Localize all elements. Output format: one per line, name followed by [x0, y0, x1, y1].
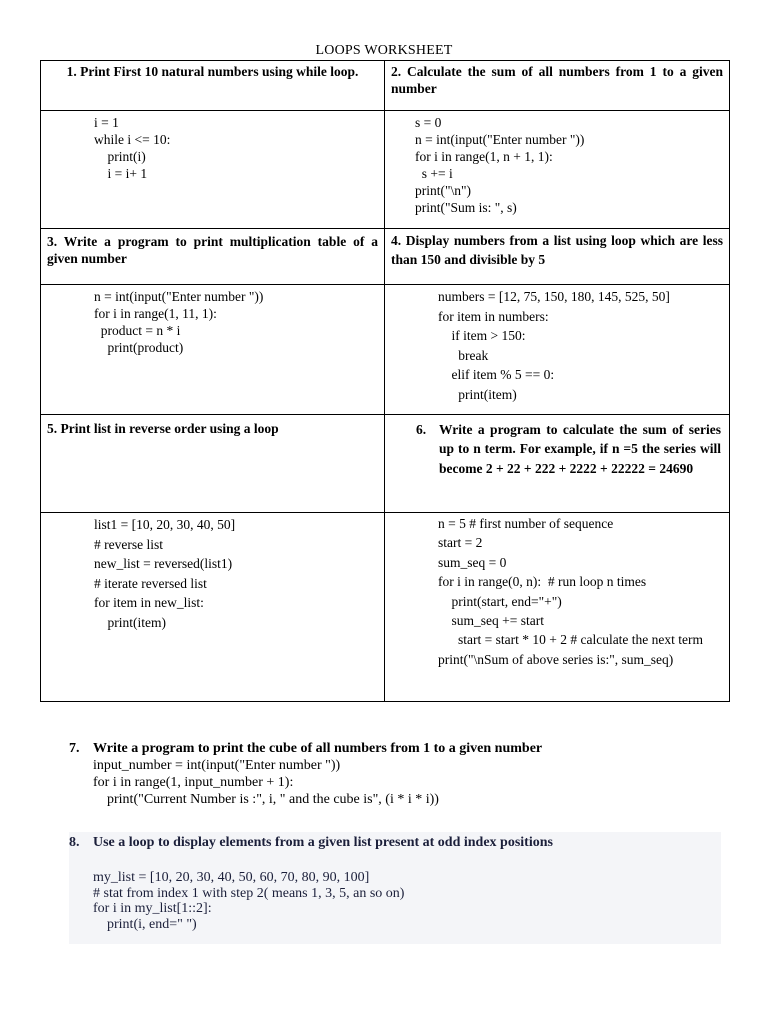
code-block-3 [41, 285, 384, 356]
worksheet-table [40, 60, 730, 702]
code-line: numbers = [12, 75, 150, 180, 145, 525, 50] [438, 289, 670, 304]
code-line: print(item) [438, 386, 517, 402]
code-line: list1 = [10, 20, 30, 40, 50] [94, 517, 236, 532]
question-7-number: 7. [69, 741, 80, 756]
question-8-text: Use a loop to display elements from a given list present at odd index positions [93, 835, 553, 850]
code-line: if item > 150: [438, 328, 526, 343]
code-line: print(start, end="+") [438, 593, 562, 609]
code-block-4 [385, 285, 729, 404]
question-2-text: 2. Calculate the sum of all numbers from 1 to a given number [391, 64, 723, 96]
question-cell-4 [385, 229, 730, 285]
code-line: sum_seq = 0 [438, 554, 507, 570]
code-line: print(i, end=" ") [93, 916, 197, 932]
code-line: print(item) [94, 614, 166, 630]
answer-cell-4 [385, 285, 730, 415]
code-line: start = start * 10 + 2 # calculate the next term [458, 632, 704, 648]
question-cell-3 [41, 229, 385, 285]
code-line: my_list = [10, 20, 30, 40, 50, 60, 70, 80, 90, 100] [93, 870, 370, 885]
code-line: print(product) [94, 340, 184, 355]
code-line: for i in range(1, n + 1, 1): [415, 149, 553, 164]
question-6-text: Write a program to calculate the sum of series up to n term. For example, if n =5 the series will become 2 + 22 + 222 + 2222 + 22222 = 24690 [439, 422, 721, 476]
question-7-text: Write a program to print the cube of all numbers from 1 to a given number [93, 741, 543, 756]
question-cell-1 [41, 61, 385, 111]
question-6 [385, 415, 729, 478]
code-line: n = 5 # first number of sequence [438, 516, 614, 531]
question-cell-5 [41, 415, 385, 513]
code-line: for i in range(1, input_number + 1): [93, 775, 294, 790]
code-block-5 [41, 513, 384, 632]
question-6-number: 6. [416, 422, 427, 437]
question-5-text: 5. Print list in reverse order using a loop [47, 421, 279, 436]
code-block-6 [385, 513, 729, 669]
answer-cell-6 [385, 513, 730, 702]
code-line: start = 2 [438, 535, 483, 551]
code-line: i = 1 [94, 115, 119, 130]
code-line: for i in range(1, 11, 1): [94, 306, 217, 321]
code-line: for i in range(0, n): # run loop n times [438, 574, 647, 590]
code-line: n = int(input("Enter number ")) [94, 289, 264, 304]
code-line: print("\nSum of above series is:", sum_seq) [438, 651, 674, 667]
code-block-7 [69, 757, 719, 808]
code-line: print(i) [94, 149, 146, 164]
code-line: elif item % 5 == 0: [438, 367, 555, 382]
table-row [41, 513, 730, 702]
table-row [41, 415, 730, 513]
code-line: print("\n") [415, 183, 472, 198]
code-line: # iterate reversed list [94, 575, 207, 591]
answer-cell-1 [41, 111, 385, 229]
code-line: s = 0 [415, 115, 442, 130]
question-3-text: 3. Write a program to print multiplication table of a given number [47, 234, 378, 266]
code-line: for i in my_list[1::2]: [93, 901, 212, 916]
code-line: while i <= 10: [94, 132, 171, 147]
table-row [41, 61, 730, 111]
question-8-section [69, 832, 721, 944]
code-line: i = i+ 1 [94, 166, 148, 181]
code-line: n = int(input("Enter number ")) [415, 132, 585, 147]
answer-cell-2 [385, 111, 730, 229]
code-line: sum_seq += start [438, 613, 544, 629]
code-line: break [438, 347, 489, 363]
code-line: print("Sum is: ", s) [415, 200, 517, 215]
table-row [41, 111, 730, 229]
code-line: product = n * i [94, 323, 181, 338]
code-line: print("Current Number is :", i, " and the cube is", (i * i * i)) [93, 792, 439, 807]
code-line: for item in new_list: [94, 595, 204, 610]
code-block-8 [69, 870, 721, 932]
code-block-2 [385, 111, 729, 216]
question-8-heading [69, 832, 721, 851]
answer-cell-3 [41, 285, 385, 415]
table-row [41, 285, 730, 415]
question-7-section [69, 740, 719, 808]
code-line: for item in numbers: [438, 308, 549, 324]
code-line: input_number = int(input("Enter number ")) [93, 758, 341, 773]
question-4-text: 4. Display numbers from a list using loop which are less than 150 and divisible by 5 [391, 233, 723, 267]
code-line: new_list = reversed(list1) [94, 556, 233, 571]
question-7-heading [69, 740, 719, 757]
question-cell-2 [385, 61, 730, 111]
worksheet-title: LOOPS WORKSHEET [315, 43, 453, 58]
table-row [41, 229, 730, 285]
question-8-number: 8. [69, 835, 80, 850]
code-block-1 [41, 111, 384, 182]
question-1-text: 1. Print First 10 natural numbers using while loop. [66, 64, 359, 79]
question-cell-6 [385, 415, 730, 513]
code-line: # stat from index 1 with step 2( means 1, 3, 5, an so on) [93, 885, 405, 901]
code-line: # reverse list [94, 536, 163, 552]
answer-cell-5 [41, 513, 385, 702]
code-line: s += i [415, 166, 453, 181]
